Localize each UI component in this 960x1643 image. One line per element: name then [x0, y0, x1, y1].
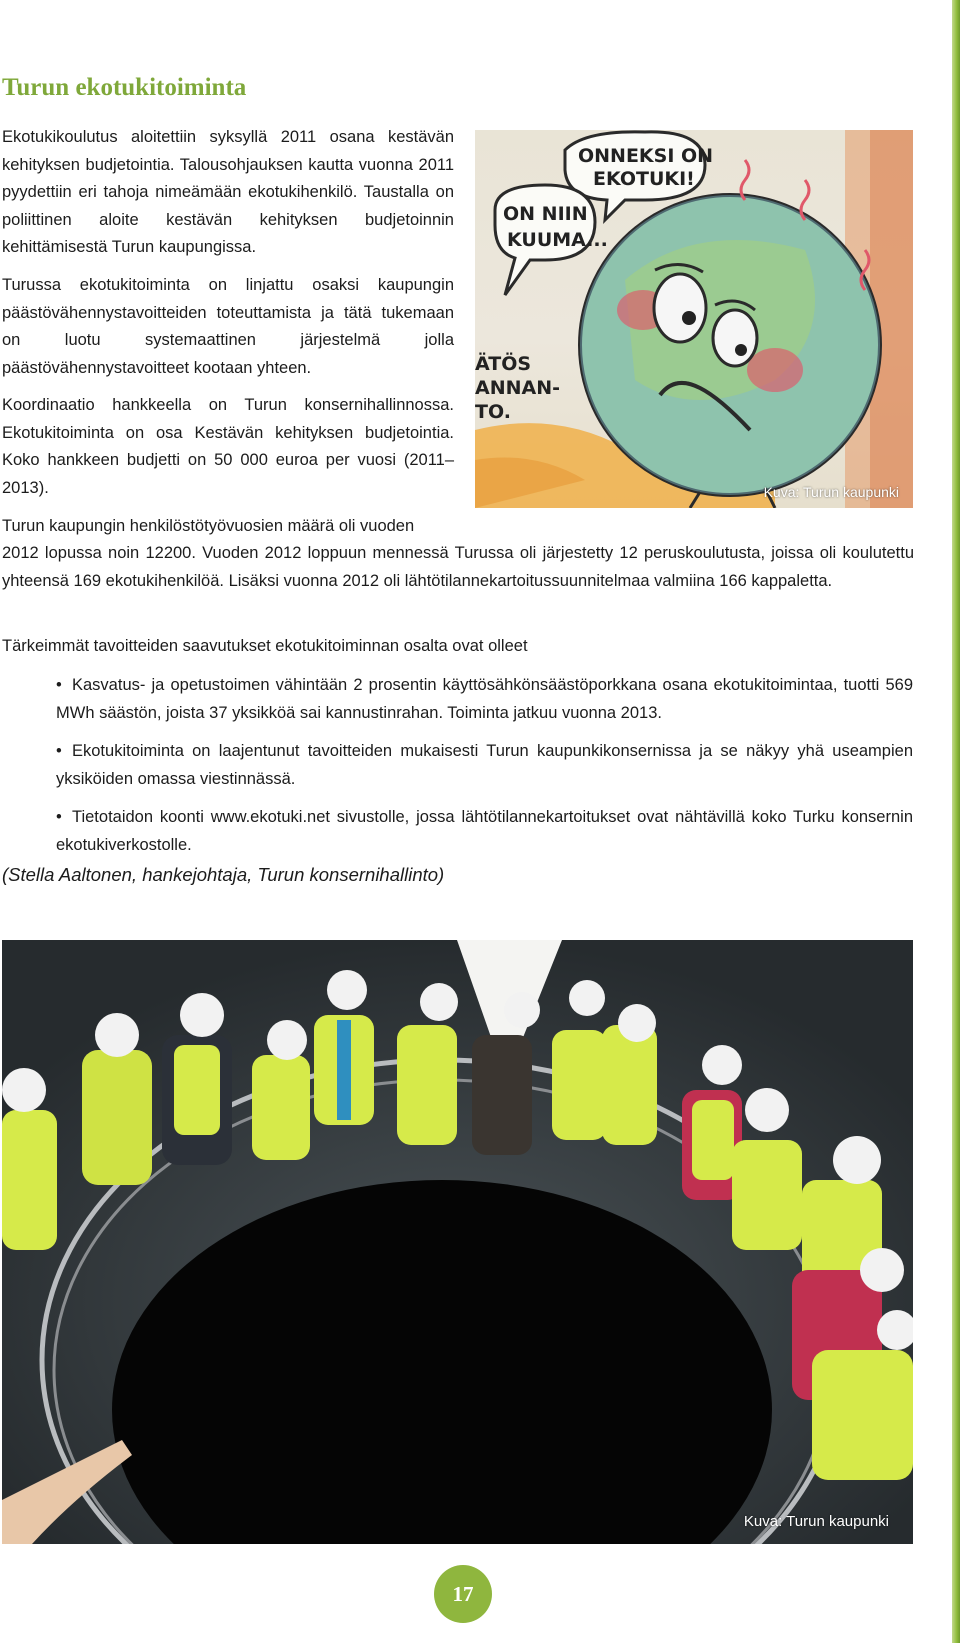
bullet-icon: • [56, 742, 62, 760]
cartoon-illustration [475, 130, 913, 508]
group-photo [2, 940, 913, 1544]
page-number-badge [434, 1565, 492, 1623]
bubble-top-line-2: EKOTUKI! [593, 168, 695, 190]
paragraph-coordination: Koordinaatio hankkeella on Turun konsernihallinnossa. Ekotukitoiminta on osa Kestävän kehityksen budjetointia. Koko hankkeen budjetti on 50 000 euroa per vuosi (2011–2013). [2, 396, 454, 497]
paragraph-staff-start: Turun kaupungin henkilöstötyövuosien määrä oli vuoden [2, 517, 415, 535]
cartoon-caption: Kuva: Turun kaupunki [763, 484, 899, 500]
achievement-item [56, 738, 913, 793]
photo-caption: Kuva: Turun kaupunki [743, 1513, 889, 1530]
page-title: Turun ekotukitoiminta [2, 74, 247, 101]
bullet-icon: • [56, 676, 62, 694]
author-signature: (Stella Aaltonen, hankejohtaja, Turun konsernihallinto) [2, 864, 445, 885]
page-edge-stripe [952, 0, 960, 1643]
achievement-text: Tietotaidon koonti www.ekotuki.net sivustolle, jossa lähtötilannekartoitukset ovat nähtävillä koko Turku konsernin ekotukiverkostolle. [56, 808, 913, 854]
bullet-icon: • [56, 808, 62, 826]
bubble-left-line-2: KUUMA... [507, 229, 608, 251]
side-text-line-3: TO. [475, 401, 511, 423]
side-text-line-2: ANNAN- [475, 377, 560, 399]
bubble-top-line-1: ONNEKSI ON [578, 145, 714, 167]
cartoon-drawing [475, 130, 913, 508]
bubble-left-line-1: ON NIIN [503, 203, 588, 225]
achievement-text: Kasvatus- ja opetustoimen vähintään 2 prosentin käyttösähkönsäästöporkkana osana ekotukitoimintaa, tuotti 569 MWh säästön, joista 37 yksikköä sai kannustinrahan. Toiminta jatkuu vuonna 2013. [56, 676, 913, 722]
group-photo-drawing [2, 940, 913, 1544]
achievement-text: Ekotukitoiminta on laajentunut tavoitteiden mukaisesti Turun kaupunkikonsernissa ja se näkyy yhä useampien yksiköiden omassa viestinnässä. [56, 742, 913, 788]
paragraph-achievements-intro: Tärkeimmät tavoitteiden saavutukset ekotukitoiminnan osalta ovat olleet [2, 637, 528, 655]
paragraph-emission-targets: Turussa ekotukitoiminta on linjattu osaksi kaupungin päästövähennystavoitteiden toteuttamista ja tätä tukemaan on luotu systemaattinen järjestelmä jolla päästövähennystavoitteet kootaan yhteen. [2, 276, 454, 377]
achievement-item [56, 672, 913, 727]
paragraph-intro: Ekotukikoulutus aloitettiin syksyllä 2011 osana kestävän kehityksen budjetointia. Talousohjauksen kautta vuonna 2011 pyydettiin eri tahoja nimeämään ekotukihenkilö. Taustalla on poliittinen aloite kestävän kehityksen budjetoinnin kehittämisestä Turun kaupungissa. [2, 128, 454, 256]
side-text-line-1: ÄTÖS [475, 353, 532, 375]
page-number: 17 [452, 1581, 474, 1606]
achievement-item [56, 804, 913, 859]
paragraph-staff-rest: 2012 lopussa noin 12200. Vuoden 2012 loppuun mennessä Turussa oli järjestetty 12 peruskoulutusta, joissa oli koulutettu yhteensä 169 ekotukihenkilöä. Lisäksi vuonna 2012 oli lähtötilannekartoitussuunnitelmaa valmiina 166 kappaletta. [2, 544, 914, 590]
